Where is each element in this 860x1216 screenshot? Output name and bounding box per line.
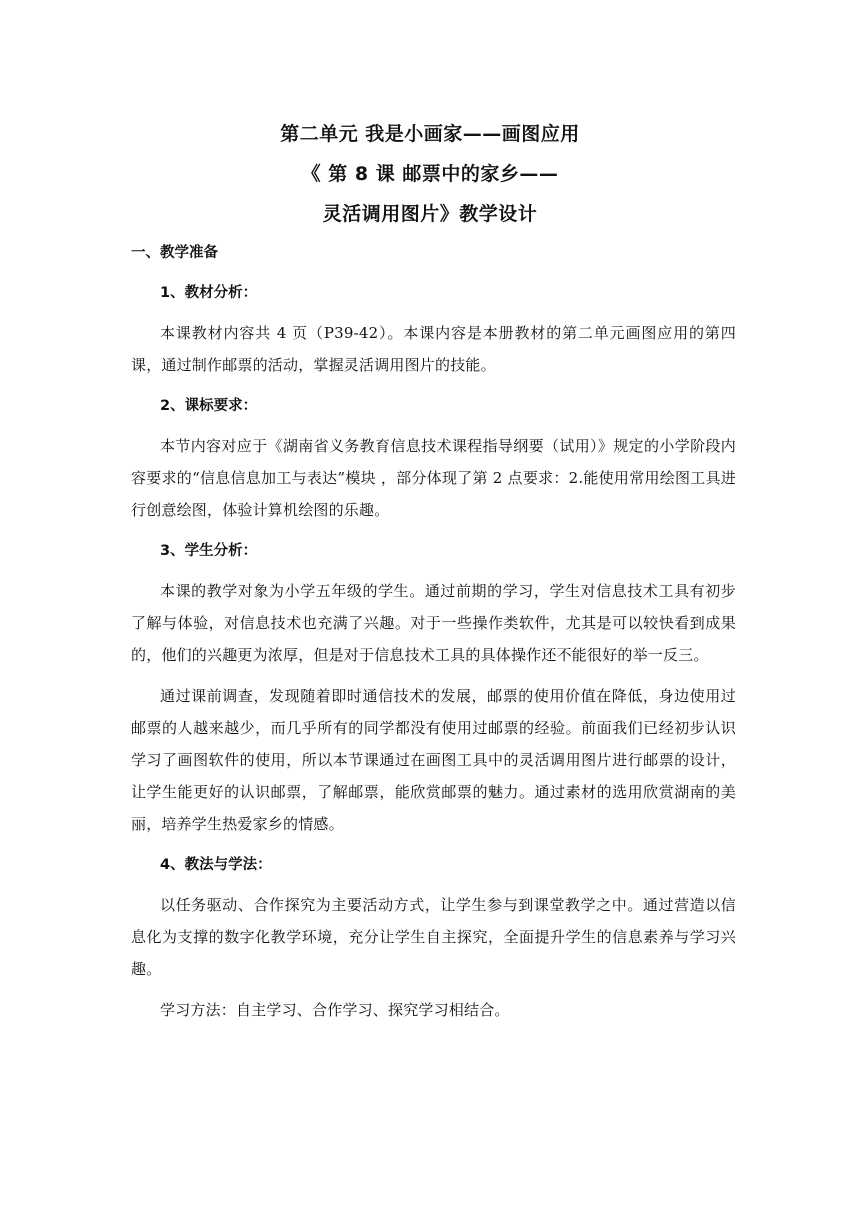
section-heading-teaching-preparation: 一、教学准备 <box>131 245 218 261</box>
subheading-textbook-analysis: 1、教材分析： <box>160 285 258 301</box>
subheading-student-analysis: 3、学生分析： <box>160 543 258 559</box>
title-line-1: 第二单元 我是小画家——画图应用 <box>280 123 580 145</box>
paragraph-teaching-methods: 以任务驱动、合作探究为主要活动方式，让学生参与到课堂教学之中。通过营造以信息化为支撑的数字化教学环境，充分让学生自主探究，全面提升学生的信息素养与学习兴趣。 <box>131 896 736 978</box>
paragraph-textbook-analysis: 本课教材内容共 4 页（P39-42）。本课内容是本册教材的第二单元画图应用的第四课，通过制作邮票的活动，掌握灵活调用图片的技能。 <box>131 324 736 374</box>
subheading-teaching-learning-methods: 4、教法与学法： <box>160 857 272 873</box>
document-title <box>0 114 860 234</box>
paragraph-learning-methods: 学习方法：自主学习、合作学习、探究学习相结合。 <box>160 1001 510 1019</box>
title-line-2: 《 第 8 课 邮票中的家乡—— <box>301 163 559 185</box>
document-body <box>131 237 736 1035</box>
paragraph-curriculum-requirements: 本节内容对应于《湖南省义务教育信息技术课程指导纲要（试用）》规定的小学阶段内容要求的“信息信息加工与表达”模块 ，部分体现了第 2 点要求：2.能使用常用绘图工具进行创意绘图，体验计算机绘图的乐趣。 <box>131 437 736 519</box>
subheading-curriculum-requirements: 2、课标要求： <box>160 398 258 414</box>
paragraph-student-analysis-1: 本课的教学对象为小学五年级的学生。通过前期的学习，学生对信息技术工具有初步了解与体验，对信息技术也充满了兴趣。对于一些操作类软件，尤其是可以较快看到成果的，他们的兴趣更为浓厚，但是对于信息技术工具的具体操作还不能很好的举一反三。 <box>131 582 736 664</box>
paragraph-student-analysis-2: 通过课前调查，发现随着即时通信技术的发展，邮票的使用价值在降低，身边使用过邮票的人越来越少，而几乎所有的同学都没有使用过邮票的经验。前面我们已经初步认识学习了画图软件的使用，所以本节课通过在画图工具中的灵活调用图片进行邮票的设计，让学生能更好的认识邮票，了解邮票，能欣赏邮票的魅力。通过素材的选用欣赏湖南的美丽，培养学生热爱家乡的情感。 <box>131 687 736 833</box>
title-line-3: 灵活调用图片》教学设计 <box>322 203 538 225</box>
